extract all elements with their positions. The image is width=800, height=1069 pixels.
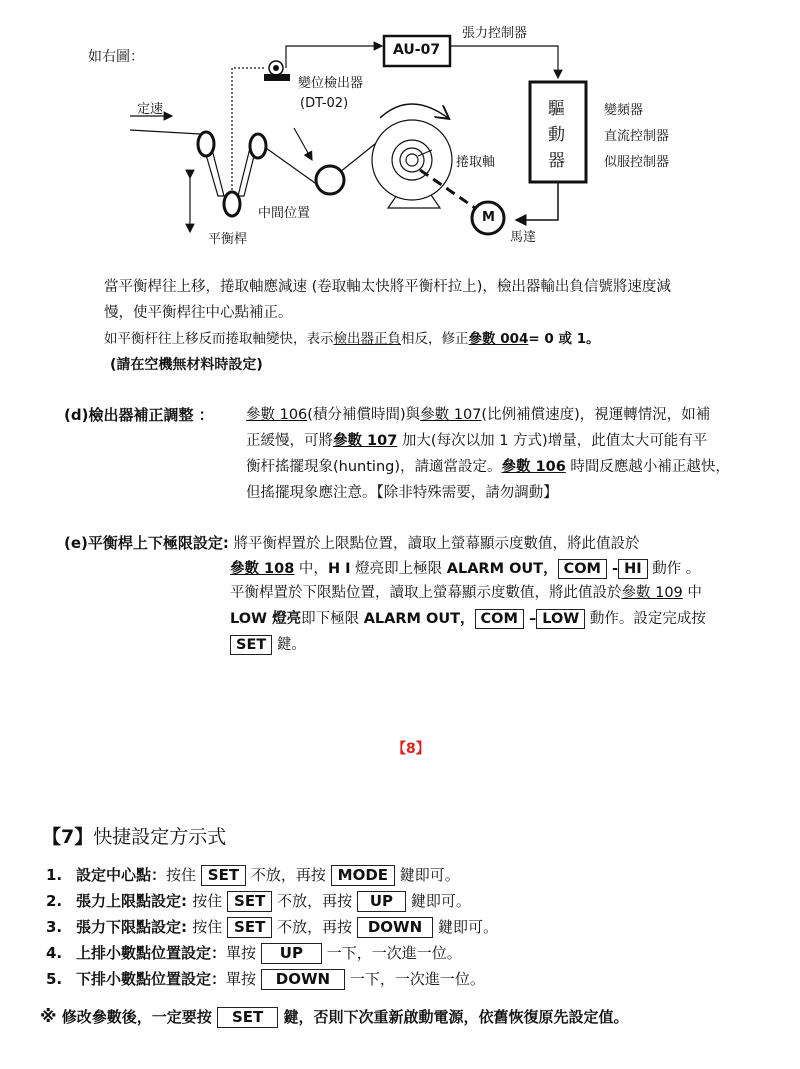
low-key-box: LOW: [536, 609, 585, 629]
sensor-label: 變位檢出器: [298, 76, 364, 91]
shortcut-item-5: 5. 下排小數點位置設定：單按 DOWN 一下，一次進一位。: [46, 970, 485, 988]
tension-control-diagram: [0, 0, 800, 250]
motor-symbol: M: [482, 210, 495, 225]
section-e-title: (e)平衡桿上下極限設定:: [64, 534, 229, 552]
section-e-line-4: LOW 燈亮即下極限 ALARM OUT， COM – LOW 動作。設定完成按: [230, 611, 706, 627]
shortcut-item-3: 3. 張力下限點設定: 按住 SET 不放，再按 DOWN 鍵即可。: [46, 918, 498, 936]
com-key-box-2: COM: [475, 609, 524, 629]
hi-key-box: HI: [618, 559, 648, 579]
section-d-line-3: 衡杆搖擺現象(hunting)，請適當設定。參數 106 時間反應越小補正越快，: [246, 459, 730, 475]
section-d-line-1: 參數 106(積分補償時間)與參數 107(比例補償速度)，視運轉情況，如補: [246, 407, 711, 423]
balance-bar-label: 平衡桿: [208, 232, 248, 247]
motor-label: 馬達: [510, 230, 537, 245]
driver-types: 變頻器 直流控制器 似服控制器: [604, 103, 670, 170]
shortcut-item-2: 2. 張力上限點設定: 按住 SET 不放，再按 UP 鍵即可。: [46, 892, 471, 910]
mode-key: MODE: [331, 865, 395, 886]
shortcut-item-4: 4. 上排小數點位置設定：單按 UP 一下，一次進一位。: [46, 944, 462, 962]
guide-roller-1: [198, 132, 214, 156]
speed-label: 定速: [137, 102, 164, 117]
balance-roller: [224, 192, 240, 216]
section-e-line-2: 參數 108 中，H I 燈亮即上極限 ALARM OUT， COM - HI 動作 。: [230, 561, 701, 577]
down-key: DOWN: [261, 969, 345, 990]
controller-label: 張力控制器: [462, 26, 528, 41]
sensor-model: (DT-02): [300, 96, 349, 111]
section-d-line-2: 正緩慢，可將參數 107 加大(每次以加 1 方式)增量，此值太大可能有平: [246, 433, 708, 449]
intro-note: (請在空機無材料時設定): [110, 357, 263, 373]
reel-label: 捲取軸: [456, 155, 496, 170]
section-d-line-4: 但搖擺現象應注意。【除非特殊需要，請勿調動】: [246, 485, 558, 501]
set-key: SET: [217, 1007, 278, 1028]
section-e-line-5: SET 鍵。: [230, 632, 306, 659]
down-key: DOWN: [357, 917, 433, 938]
com-key-box: COM: [558, 559, 607, 579]
intro-line-2: 慢，使平衡桿往中心點補正。: [104, 305, 293, 321]
section-7-title: 【7】快捷設定方示式: [42, 826, 227, 848]
middle-roller: [316, 166, 344, 194]
set-key-box: SET: [230, 635, 272, 655]
intro-line-3: 如平衡杆往上移反而捲取軸變快，表示檢出器正負相反，修正參數 004= 0 或 1。: [104, 331, 600, 347]
section-e-line-1: (e)平衡桿上下極限設定: 將平衡桿置於上限點位置，讀取上螢幕顯示度數值，將此值設於: [64, 534, 640, 552]
shortcut-item-1: 1. 設定中心點：按住 SET 不放，再按 MODE 鍵即可。: [46, 866, 460, 884]
controller-box-label: AU-07: [393, 42, 441, 58]
guide-roller-2: [250, 134, 266, 158]
intro-line-1: 當平衡桿往上移，捲取軸應減速 (卷取軸太快將平衡杆拉上)，檢出器輸出負信號將速度減: [104, 279, 671, 295]
section-d-title: (d)檢出器補正調整 ：: [64, 406, 214, 424]
rotation-arrow-icon: [380, 104, 448, 118]
diagram-caption: 如右圖：: [88, 49, 144, 65]
set-key: SET: [227, 917, 272, 938]
driver-label: 驅 動 器: [548, 99, 565, 171]
set-key: SET: [227, 891, 272, 912]
middle-position-label: 中間位置: [258, 206, 311, 221]
section-e-line-3: 平衡桿置於下限點位置，讀取上螢幕顯示度數值，將此值設於參數 109 中: [230, 585, 702, 601]
set-key: SET: [201, 865, 246, 886]
final-note: ※ 修改參數後，一定要按 SET 鍵，否則下次重新啟動電源，依舊恢復原先設定值。: [40, 1007, 629, 1027]
up-key: UP: [357, 891, 406, 912]
page-marker: 【8】: [392, 741, 430, 757]
reference-mark-icon: ※: [40, 1007, 57, 1027]
up-key: UP: [261, 943, 322, 964]
